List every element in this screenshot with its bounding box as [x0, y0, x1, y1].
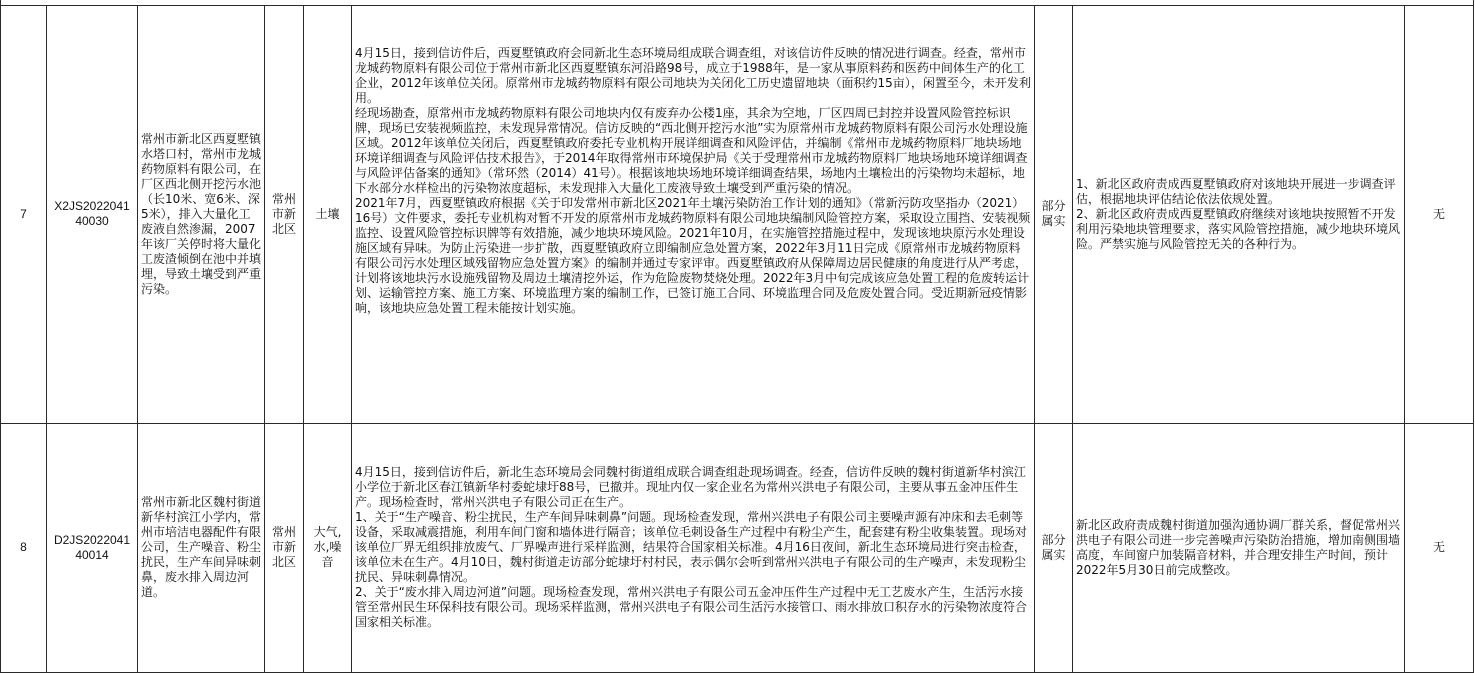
table-row	[1, 423, 1474, 672]
row-number: 7	[1, 5, 47, 423]
findings-paragraph: 2021年7月，西夏墅镇政府根据《关于印发常州市新北区2021年土壤污染防治工作计划的通知》（常新污防攻坚指办（2021）16号）文件要求，委托专业机构对暂不开发的原常州市龙城药物原料有限公司地块编制风险管控方案，采取设立围挡、安装视频监控、设置风险管控标识牌等有效措施，减少地块环境风险。2021年10月，在实施管控措施过程中，发现该地块原污水处理设施区域有异味。为防止污染进一步扩散，西夏墅镇政府立即编制应急处置方案，2022年3月11日完成《原常州市龙城药物原料有限公司污水处理区域残留物应急处置方案》的编制并通过专家评审。西夏墅镇政府从保障周边居民健康的角度进行从严考虑，计划将该地块污水设施残留物及周边土壤清挖外运，作为危险废物焚烧处理。2022年3月中旬完成该应急处置工程的危废转运计划、运输管控方案、施工方案、环境监理方案的编制工作，已签订施工合同、环境监理合同及危废处置合同。受近期新冠疫情影响，该地块应急处置工程未能按计划实施。	[355, 195, 1031, 315]
findings-paragraph: 4月15日，接到信访件后，西夏墅镇政府会同新北生态环境局组成联合调查组，对该信访件反映的情况进行调查。经查，常州市龙城药物原料有限公司位于常州市新北区西夏墅镇东河沿路98号，成立于1988年，是一家从事原料药和医药中间体生产的化工企业，2012年该单位关闭。原常州市龙城药物原料有限公司地块为关闭化工历史遗留地块（面积约15亩），闲置至今，未开发利用。	[355, 45, 1031, 105]
verdict: 部分属实	[1035, 5, 1073, 423]
handling-result	[1073, 423, 1405, 672]
accountability: 无	[1405, 423, 1474, 672]
case-code: X2JS202204140030	[47, 5, 138, 423]
accountability: 无	[1405, 5, 1474, 423]
verdict: 部分属实	[1035, 423, 1073, 672]
complaint-content: 常州市新北区西夏墅镇水塔口村，常州市龙城药物原料有限公司，在厂区西北侧开挖污水池（长10米、宽6米、深5米），排入大量化工废液自然渗漏，2007年该厂关停时将大量化工废渣倾倒在池中并填埋，导致土壤受到严重污染。	[138, 5, 265, 423]
investigation-findings	[352, 423, 1035, 672]
findings-paragraph: 4月15日，接到信访件后，新北生态环境局会同魏村街道组成联合调查组赴现场调查。经查，信访件反映的魏村街道新华村滨江小学位于新北区春江镇新华村委蛇埭圩88号，已撤并。现址内仅一家企业名为常州兴洪电子有限公司，主要从事五金冲压件生产。现场检查时，常州兴洪电子有限公司正在生产。	[355, 465, 1026, 509]
handling-paragraph: 新北区政府责成魏村街道加强沟通协调厂群关系，督促常州兴洪电子有限公司进一步完善噪声污染防治措施，增加南侧围墙高度，车间窗户加装隔音材料，并合理安排生产时间，预计2022年5月30日前完成整改。	[1076, 517, 1401, 577]
pollution-type: 大气,水,噪音	[304, 423, 352, 672]
district: 常州市新北区	[265, 423, 304, 672]
complaint-content: 常州市新北区魏村街道新华村滨江小学内，常州市培洁电器配件有限公司，生产噪音、粉尘扰民，生产车间异味刺鼻，废水排入周边河道。	[138, 423, 265, 672]
table-row	[1, 5, 1474, 423]
investigation-findings	[352, 5, 1035, 423]
findings-paragraph: 经现场勘查，原常州市龙城药物原料有限公司地块内仅有废弃办公楼1座，其余为空地，厂区四周已封控并设置风险管控标识牌，现场已安装视频监控，未发现异常情况。信访反映的“西北侧开挖污水池”实为原常州市龙城药物原料有限公司污水处理设施区域。2012年该单位关闭后，西夏墅镇政府委托专业机构开展详细调查和风险评估，并编制《常州市龙城药物原料厂地块场地环境详细调查与风险评估技术报告》，于2014年取得常州市环境保护局《关于受理常州市龙城药物原料厂地块场地环境详细调查与风险评估备案的通知》（常环然（2014）41号）。根据该地块场地环境详细调查结果，场地内土壤检出的污染物均未超标，地下水部分水样检出的污染物浓度超标，未发现排入大量化工废液导致土壤受到严重污染的情况。	[355, 105, 1028, 195]
findings-paragraph: 2、关于“废水排入周边河道”问题。现场检查发现，常州兴洪电子有限公司五金冲压件生产过程中无工艺废水产生，生活污水接管至常州民生环保科技有限公司。现场采样监测，常州兴洪电子有限公司生活污水接管口、雨水排放口积存水的污染物浓度符合国家相关标准。	[355, 585, 1028, 629]
handling-result	[1073, 5, 1405, 423]
pollution-type: 土壤	[304, 5, 352, 423]
case-code: D2JS202204140014	[47, 423, 138, 672]
handling-paragraph: 2、新北区政府责成西夏墅镇政府继续对该地块按照暂不开发利用污染地块管理要求，落实风险管控措施，减少地块环境风险。严禁实施与风险管控无关的各种行为。	[1076, 206, 1401, 251]
row-number: 8	[1, 423, 47, 672]
district: 常州市新北区	[265, 5, 304, 423]
handling-paragraph: 1、新北区政府责成西夏墅镇政府对该地块开展进一步调查评估，根据地块评估结论依法依规处置。	[1076, 176, 1396, 206]
findings-paragraph: 1、关于“生产噪音、粉尘扰民，生产车间异味刺鼻”问题。现场检查发现，常州兴洪电子有限公司主要噪声源有冲床和去毛刺等设备，采取减震措施，利用车间门窗和墙体进行隔音；该单位毛刺设备生产过程中有粉尘产生，配套建有粉尘收集装置。现场对该单位厂界无组织排放废气、厂界噪声进行采样监测，结果符合国家相关标准。4月16日夜间，新北生态环境局进行突击检查，该单位未在生产。4月10日，魏村街道走访部分蛇埭圩村村民，表示偶尔会听到常州兴洪电子有限公司的生产噪声，未发现粉尘扰民、异味刺鼻情况。	[355, 510, 1028, 584]
